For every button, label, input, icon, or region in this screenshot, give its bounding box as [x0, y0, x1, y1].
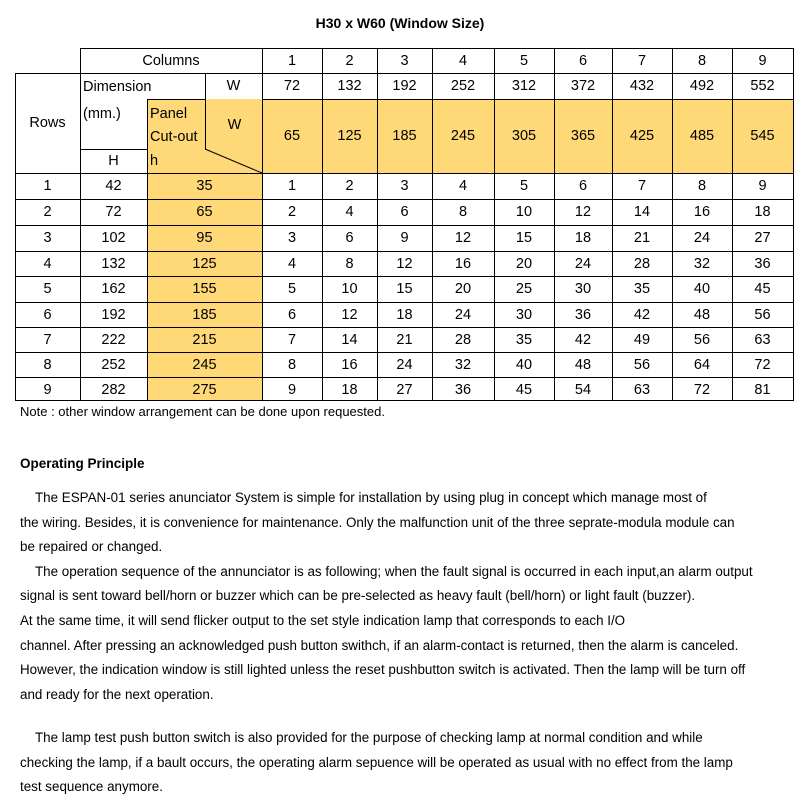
table-cell: 18 — [341, 381, 358, 398]
table-cell: 6 — [287, 306, 297, 323]
table-cell: 24 — [396, 356, 413, 373]
table-cell: 20 — [515, 255, 533, 272]
table-cell: 7 — [637, 177, 647, 194]
table-cell: 4 — [287, 255, 297, 272]
row-number: 4 — [43, 255, 52, 272]
table-cell: 24 — [574, 255, 592, 272]
table-cell: 72 — [754, 356, 771, 373]
table-cell: 8 — [458, 203, 468, 220]
table-cell: 3 — [400, 177, 409, 194]
row-number: 8 — [43, 356, 52, 373]
table-cell: 35 — [633, 280, 651, 297]
cutout-h-value: 125 — [192, 255, 217, 272]
cutout-h-value: 65 — [196, 203, 213, 220]
column-number: 7 — [637, 52, 647, 69]
cutout-w-label: W — [227, 117, 242, 133]
text-line: signal is sent toward bell/horn or buzzer which can be pre-selected as heavy fault (bell/horn) or light fault (buzzer). — [20, 588, 696, 604]
table-cell: 12 — [454, 229, 472, 246]
table-cell: 20 — [454, 280, 472, 297]
table-cell: 12 — [396, 255, 413, 272]
cutout-w-value: 425 — [629, 128, 655, 144]
dimension-w-value: 132 — [337, 78, 362, 94]
dimension-h-value: 222 — [101, 331, 126, 348]
table-cell: 9 — [287, 381, 297, 398]
table-cell: 40 — [693, 280, 711, 297]
table-cell: 56 — [693, 331, 711, 348]
table-cell: 6 — [578, 177, 588, 194]
text-line: checking the lamp, if a bault occurs, the operating alarm sepuence will be operated as usual with no effect from the lamp — [20, 754, 733, 770]
dimension-w-label: W — [226, 78, 241, 94]
table-cell: 8 — [287, 356, 297, 373]
table-cell: 28 — [633, 255, 651, 272]
dimension-h-label: H — [108, 153, 119, 169]
row-number: 5 — [43, 280, 52, 297]
table-cell: 3 — [287, 229, 297, 246]
table-cell: 12 — [341, 306, 358, 323]
table-cell: 45 — [754, 280, 771, 297]
mm-label: (mm.) — [83, 106, 121, 122]
panel-label: Panel — [150, 106, 188, 122]
cutout-w-value: 245 — [450, 128, 476, 144]
dimension-h-value: 282 — [101, 381, 126, 398]
column-number: 6 — [578, 52, 588, 69]
dimension-h-value: 162 — [101, 280, 126, 297]
table-cell: 72 — [693, 381, 711, 398]
table-cell: 42 — [633, 306, 651, 323]
table-cell: 16 — [454, 255, 472, 272]
column-number: 4 — [458, 52, 468, 69]
cutout-w-value: 185 — [392, 128, 417, 144]
cutout-w-value: 65 — [283, 128, 301, 144]
table-cell: 56 — [633, 356, 651, 373]
table-cell: 4 — [458, 177, 468, 194]
table-cell: 9 — [758, 177, 767, 194]
table-cell: 63 — [633, 381, 651, 398]
paragraph-operation — [20, 486, 790, 707]
row-number: 3 — [43, 229, 52, 246]
column-number: 1 — [287, 52, 297, 69]
table-cell: 36 — [574, 306, 592, 323]
table-cell: 14 — [633, 203, 651, 220]
cutout-label: Cut-out — [150, 129, 198, 145]
table-cell: 8 — [697, 177, 707, 194]
dimension-h-value: 42 — [105, 177, 122, 194]
paragraph-lamp-test — [20, 726, 790, 800]
dimension-h-value: 132 — [101, 255, 126, 272]
dimension-w-value: 372 — [570, 78, 596, 94]
cutout-h-value: 95 — [196, 229, 213, 246]
table-cell: 8 — [345, 255, 354, 272]
dimension-w-value: 192 — [392, 78, 417, 94]
section-heading: Operating Principle — [20, 456, 145, 471]
dimension-w-value: 252 — [450, 78, 476, 94]
table-cell: 10 — [515, 203, 533, 220]
table-cell: 36 — [454, 381, 472, 398]
table-cell: 63 — [754, 331, 771, 348]
table-cell: 16 — [693, 203, 711, 220]
table-cell: 12 — [574, 203, 592, 220]
dimension-w-value: 312 — [511, 78, 537, 94]
column-number: 9 — [758, 52, 767, 69]
table-cell: 35 — [515, 331, 533, 348]
table-cell: 18 — [754, 203, 771, 220]
table-note: Note : other window arrangement can be done upon requested. — [20, 404, 385, 419]
cutout-w-value: 485 — [689, 128, 715, 144]
table-cell: 45 — [515, 381, 533, 398]
table-cell: 32 — [693, 255, 711, 272]
row-number: 6 — [43, 306, 52, 323]
dimension-w-value: 432 — [629, 78, 655, 94]
column-number: 2 — [345, 52, 354, 69]
column-number: 8 — [697, 52, 707, 69]
table-title: H30 x W60 (Window Size) — [315, 15, 485, 31]
dimension-w-value: 72 — [283, 78, 301, 94]
table-cell: 40 — [515, 356, 533, 373]
cutout-h-value: 215 — [192, 331, 217, 348]
table-cell: 15 — [396, 280, 413, 297]
cutout-h-value: 185 — [192, 306, 217, 323]
table-cell: 64 — [693, 356, 711, 373]
dimension-w-value: 492 — [689, 78, 715, 94]
table-cell: 27 — [396, 381, 413, 398]
table-cell: 36 — [754, 255, 771, 272]
table-cell: 32 — [454, 356, 472, 373]
table-cell: 2 — [287, 203, 297, 220]
text-line: be repaired or changed. — [20, 539, 163, 555]
table-cell: 24 — [454, 306, 472, 323]
table-cell: 2 — [345, 177, 354, 194]
cutout-h-label: h — [150, 153, 159, 169]
column-number: 5 — [519, 52, 529, 69]
table-cell: 16 — [341, 356, 358, 373]
rows-header: Rows — [29, 115, 66, 131]
dimension-w-value: 552 — [750, 78, 775, 94]
table-cell: 5 — [287, 280, 297, 297]
dimension-label: Dimension — [83, 79, 152, 95]
dimension-h-value: 102 — [101, 229, 126, 246]
row-number: 7 — [43, 331, 52, 348]
cutout-w-value: 365 — [570, 128, 596, 144]
table-cell: 30 — [574, 280, 592, 297]
table-cell: 15 — [515, 229, 533, 246]
text-line: The lamp test push button switch is also provided for the purpose of checking lamp at normal condition and while — [35, 730, 703, 745]
text-line: However, the indication window is still lighted unless the reset pushbutton switch is activated. Then the lamp will be turn off — [20, 662, 746, 678]
table-cell: 54 — [574, 381, 592, 398]
table-cell: 48 — [693, 306, 711, 323]
column-number: 3 — [400, 52, 409, 69]
table-cell: 4 — [345, 203, 354, 220]
columns-header: Columns — [142, 52, 200, 69]
text-line: the wiring. Besides, it is convenience for maintenance. Only the malfunction unit of the three seprate-modula module can — [20, 514, 735, 530]
table-cell: 30 — [515, 306, 533, 323]
dimension-h-value: 192 — [101, 306, 126, 323]
table-cell: 27 — [754, 229, 771, 246]
table-cell: 24 — [693, 229, 711, 246]
cutout-h-value: 275 — [192, 381, 217, 398]
text-line: and ready for the next operation. — [20, 686, 214, 702]
table-cell: 1 — [287, 177, 297, 194]
cutout-h-value: 155 — [192, 280, 217, 297]
table-cell: 21 — [396, 331, 413, 348]
dimension-h-value: 72 — [105, 203, 122, 220]
table-cell: 25 — [515, 280, 533, 297]
table-cell: 18 — [396, 306, 413, 323]
table-cell: 5 — [519, 177, 529, 194]
text-line: test sequence anymore. — [20, 779, 163, 795]
table-cell: 6 — [400, 203, 409, 220]
table-cell: 81 — [754, 381, 771, 398]
table-cell: 9 — [400, 229, 409, 246]
table-cell: 14 — [341, 331, 358, 348]
table-cell: 18 — [574, 229, 592, 246]
dimension-h-value: 252 — [101, 356, 126, 373]
table-cell: 7 — [287, 331, 297, 348]
cutout-h-value: 35 — [196, 177, 213, 194]
table-cell: 21 — [633, 229, 651, 246]
table-cell: 28 — [454, 331, 472, 348]
row-number: 2 — [43, 203, 52, 220]
table-cell: 56 — [754, 306, 771, 323]
table-cell: 42 — [574, 331, 592, 348]
cutout-w-value: 305 — [511, 128, 537, 144]
cutout-w-value: 545 — [750, 128, 775, 144]
text-line: The ESPAN-01 series anunciator System is simple for installation by using plug in concept which manage most of — [35, 490, 707, 505]
table-cell: 6 — [345, 229, 354, 246]
text-line: The operation sequence of the annunciator is as following; when the fault signal is occurred in each input,an alarm output — [35, 563, 753, 579]
cutout-h-value: 245 — [192, 356, 217, 373]
text-line: channel. After pressing an acknowledged push button swithch, if an alarm-contact is returned, then the alarm is canceled. — [20, 637, 739, 653]
row-number: 1 — [43, 177, 52, 194]
table-cell: 48 — [574, 356, 592, 373]
text-line: At the same time, it will send flicker output to the set style indication lamp that corresponds to each I/O — [20, 612, 626, 628]
table-cell: 49 — [633, 331, 651, 348]
cutout-w-value: 125 — [337, 128, 362, 144]
diagonal-rule — [205, 149, 262, 173]
row-number: 9 — [43, 381, 52, 398]
table-cell: 10 — [341, 280, 358, 297]
